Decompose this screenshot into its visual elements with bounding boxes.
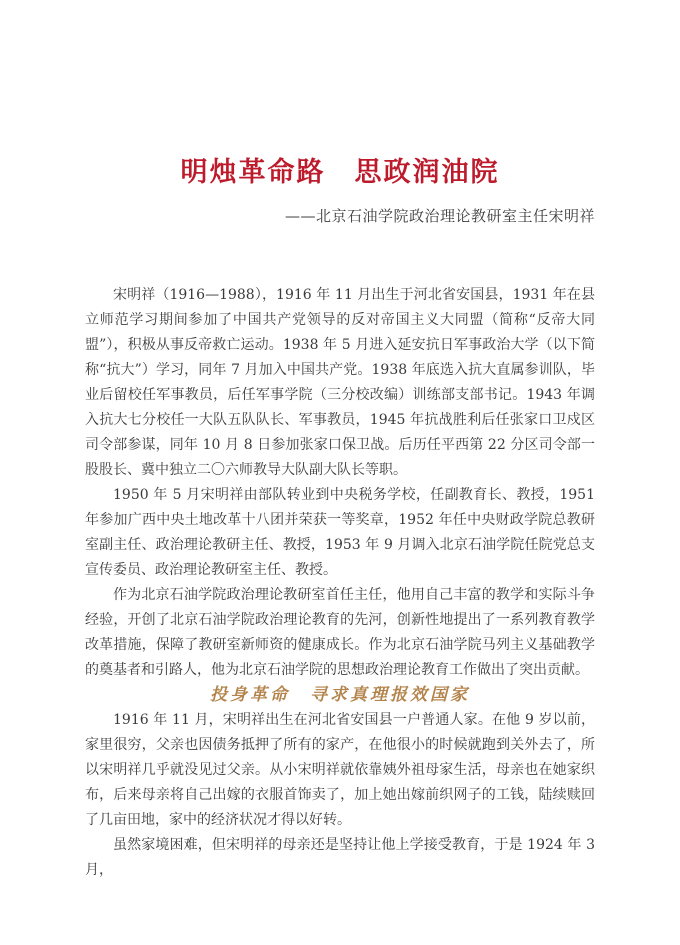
body-paragraph-2: 虽然家境困难，但宋明祥的母亲还是坚持让他上学接受教育，于是 1924 年 3 月，: [85, 837, 595, 878]
intro-paragraph-2: 1950 年 5 月宋明祥由部队转业到中央税务学校，任副教育长、教授，1951 年参加广西中央土地改革十八团并荣获一等奖章，1952 年任中央财政学院总教研室副主任、政治理论教研主任、教授，1953 年 9 月调入北京石油学院任院党总支宣传委员、政治理论教研室主任、教授。: [85, 487, 595, 578]
intro-paragraph-3: 作为北京石油学院政治理论教研室首任主任，他用自己丰富的教学和实际斗争经验，开创了北京石油学院政治理论教育的先河，创新性地提出了一系列教育教学改革措施，保障了教研室新师资的健康成长。作为北京石油学院马列主义基础教学的奠基者和引路人，他为北京石油学院的思想政治理论教育工作做出了突出贡献。: [85, 587, 595, 678]
intro-paragraph-1: 宋明祥（1916—1988），1916 年 11 月出生于河北省安国县，1931 年在县立师范学习期间参加了中国共产党领导的反对帝国主义大同盟（简称“反帝大同盟”），积极从事反帝救亡运动。1938 年 5 月进入延安抗日军事政治大学（以下简称“抗大”）学习，同年 7 月加入中国共产党。1938 年底选入抗大直属参训队，毕业后留校任军事教员，后任军事学院（三分校改编）训练部支部书记。1943 年调入抗大七分校任一大队五队队长、军事教员，1945 年抗战胜利后任张家口卫戍区司令部参谋，同年 10 月 8 日参加张家口保卫战。后历任平西第 22 分区司令部一股股长、冀中独立二〇六师教导大队副大队长等职。: [85, 287, 595, 478]
section-heading: 投身革命 寻求真理报效国家: [210, 685, 470, 705]
body-paragraph-1: 1916 年 11 月，宋明祥出生在河北省安国县一户普通人家。在他 9 岁以前，家里很穷，父亲也因债务抵押了所有的家产，在他很小的时候就跑到关外去了，所以宋明祥几乎就没见过父亲。从小宋明祥就依靠姨外祖母家生活，母亲也在她家织布，后来母亲将自己出嫁的衣服首饰卖了，加上她出嫁前织网子的工钱，陆续赎回了几亩田地，家中的经济状况才得以好转。: [85, 712, 595, 828]
article-body: [85, 283, 595, 883]
article-title: 明烛革命路 思政润油院: [180, 157, 500, 188]
article-byline: ——北京石油学院政治理论教研室主任宋明祥: [284, 207, 595, 225]
